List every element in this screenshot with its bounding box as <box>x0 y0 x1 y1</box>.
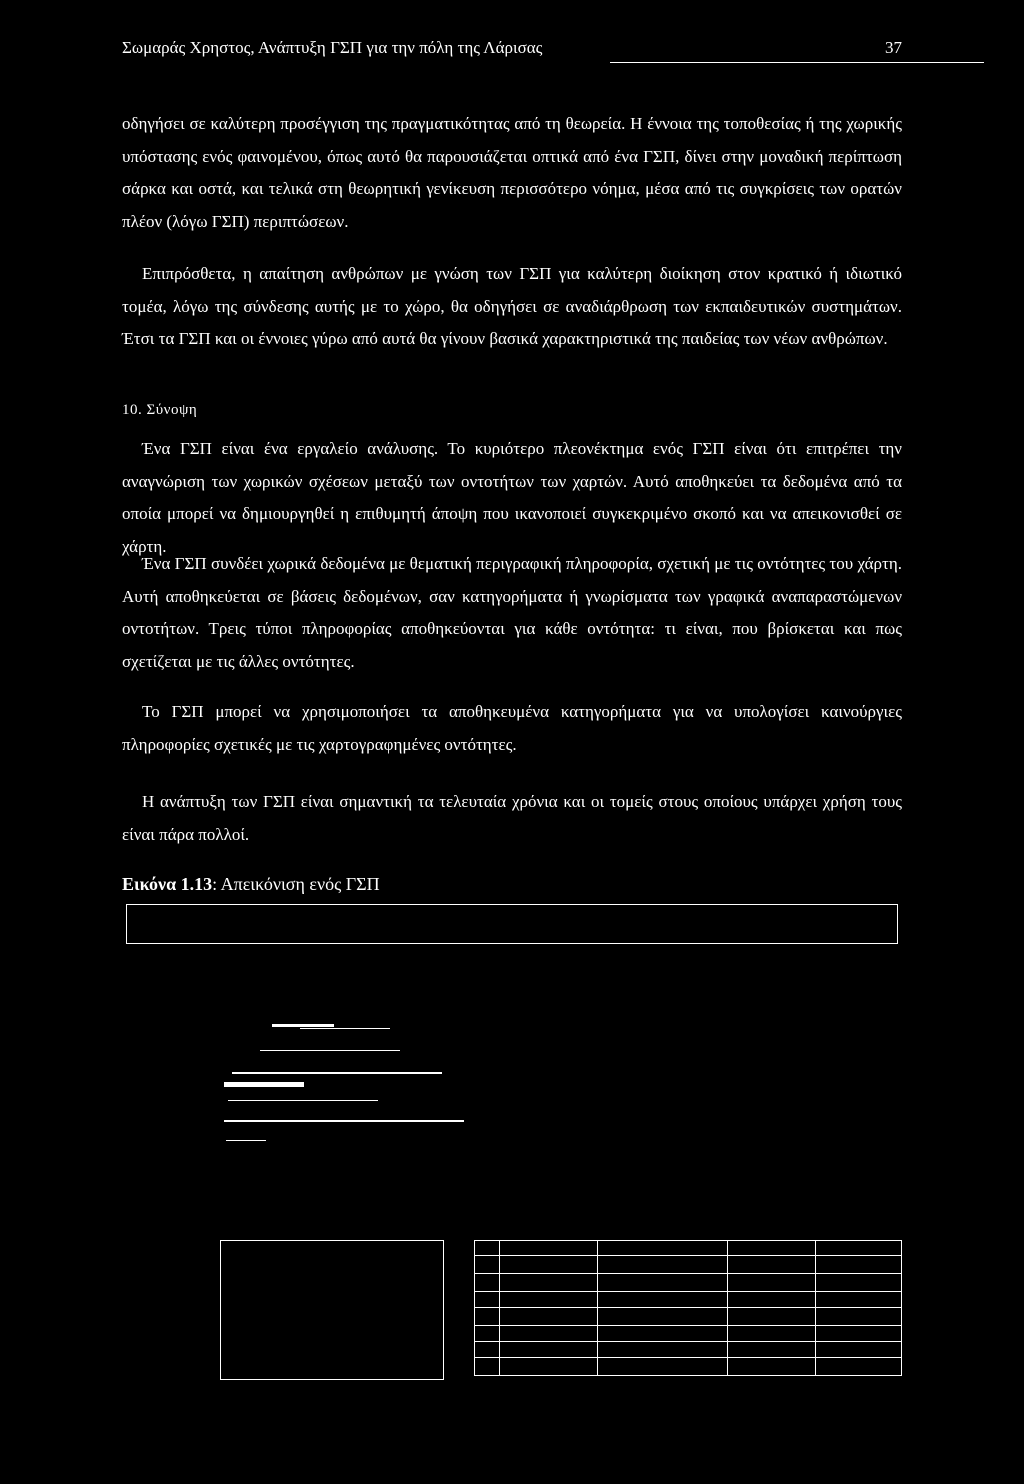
figure-label: Εικόνα 1.13 <box>122 874 213 894</box>
figure-stroke <box>226 1140 266 1141</box>
figure-bottom-left-box <box>220 1240 444 1380</box>
paragraph-education: Επιπρόσθετα, η απαίτηση ανθρώπων με γνώση των ΓΣΠ για καλύτερη διοίκηση στον κρατικό ή ιδιωτικό τομέα, λόγω της σύνδεσης αυτής με το χώρο, θα οδηγήσει σε αναδιάρθρωση των εκπαιδευτικών συστημάτων. Έτσι τα ΓΣΠ και οι έννοιες γύρω από αυτά θα γίνουν βασικά χαρακτηριστικά της παιδείας των νέων ανθρώπων. <box>122 264 902 348</box>
figure-stroke <box>260 1050 400 1051</box>
figure-stroke <box>300 1028 390 1029</box>
figure-stroke <box>224 1120 464 1122</box>
paragraph-intro: οδηγήσει σε καλύτερη προσέγγιση της πραγματικότητας από τη θεωρεία. Η έννοια της τοποθεσίας ή της χωρικής υπόστασης ενός φαινομένου, όπως αυτό θα παρουσιάζεται οπτικά από ένα ΓΣΠ, δίνει στην μοναδική περίπτωση σάρκα και οστά, και τελικά στη θεωρητική γενίκευση περισσότερο νόημα, μέσα από τις συγκρίσεις των ορατών πλέον (λόγω ΓΣΠ) περιπτώσεων. <box>122 114 902 231</box>
paragraph-attributes: Το ΓΣΠ μπορεί να χρησιμοποιήσει τα αποθηκευμένα κατηγορήματα για να υπολογίσει καινούργιες πληροφορίες σχετικές με τις χαρτογραφημένες οντότητες. <box>122 702 902 754</box>
figure-stroke <box>224 1082 304 1087</box>
paragraph-linkage: Ένα ΓΣΠ συνδέει χωρικά δεδομένα με θεματική περιγραφική πληροφορία, σχετική με τις οντότητες του χάρτη. Αυτή αποθηκεύεται σε βάσεις δεδομένων, σαν κατηγορήματα ή γνωρίσματα των γραφικά αναπαραστώμενων οντοτήτων. Τρεις τύποι πληροφορίας αποθηκεύονται για κάθε οντότητα: τι είναι, που βρίσκεται και πως σχετίζεται με τις άλλες οντότητες. <box>122 554 902 671</box>
figure-caption-text: : Απεικόνιση ενός ΓΣΠ <box>212 874 380 894</box>
header-rule <box>610 62 984 63</box>
figure-stroke <box>232 1072 442 1074</box>
figure-stroke <box>228 1100 378 1101</box>
figure-top-box <box>126 904 898 944</box>
figure-attribute-table <box>474 1240 902 1376</box>
paragraph-summary: Ένα ΓΣΠ είναι ένα εργαλείο ανάλυσης. Το κυριότερο πλεονέκτημα ενός ΓΣΠ είναι ότι επιτρέπει την αναγνώριση των χωρικών σχέσεων μεταξύ των οντοτήτων των χαρτών. Αυτό αποθηκεύει τα δεδομένα από τα οποία μπορεί να δημιουργηθεί η επιθυμητή άποψη που ικανοποιεί συγκεκριμένο σκοπό και να απεικονισθεί σε χάρτη. <box>122 439 902 556</box>
header-title: Σωμαράς Χρηστος, Ανάπτυξη ΓΣΠ για την πόλη της Λάρισας <box>122 38 543 57</box>
figure-caption <box>122 874 380 895</box>
paragraph-development: Η ανάπτυξη των ΓΣΠ είναι σημαντική τα τελευταία χρόνια και οι τομείς στους οποίους υπάρχει χρήση τους είναι πάρα πολλοί. <box>122 792 902 844</box>
running-header <box>122 38 902 66</box>
page-number: 37 <box>885 38 902 57</box>
figure-stroke <box>272 1024 334 1027</box>
section-heading: 10. Σύνοψη <box>122 402 198 418</box>
